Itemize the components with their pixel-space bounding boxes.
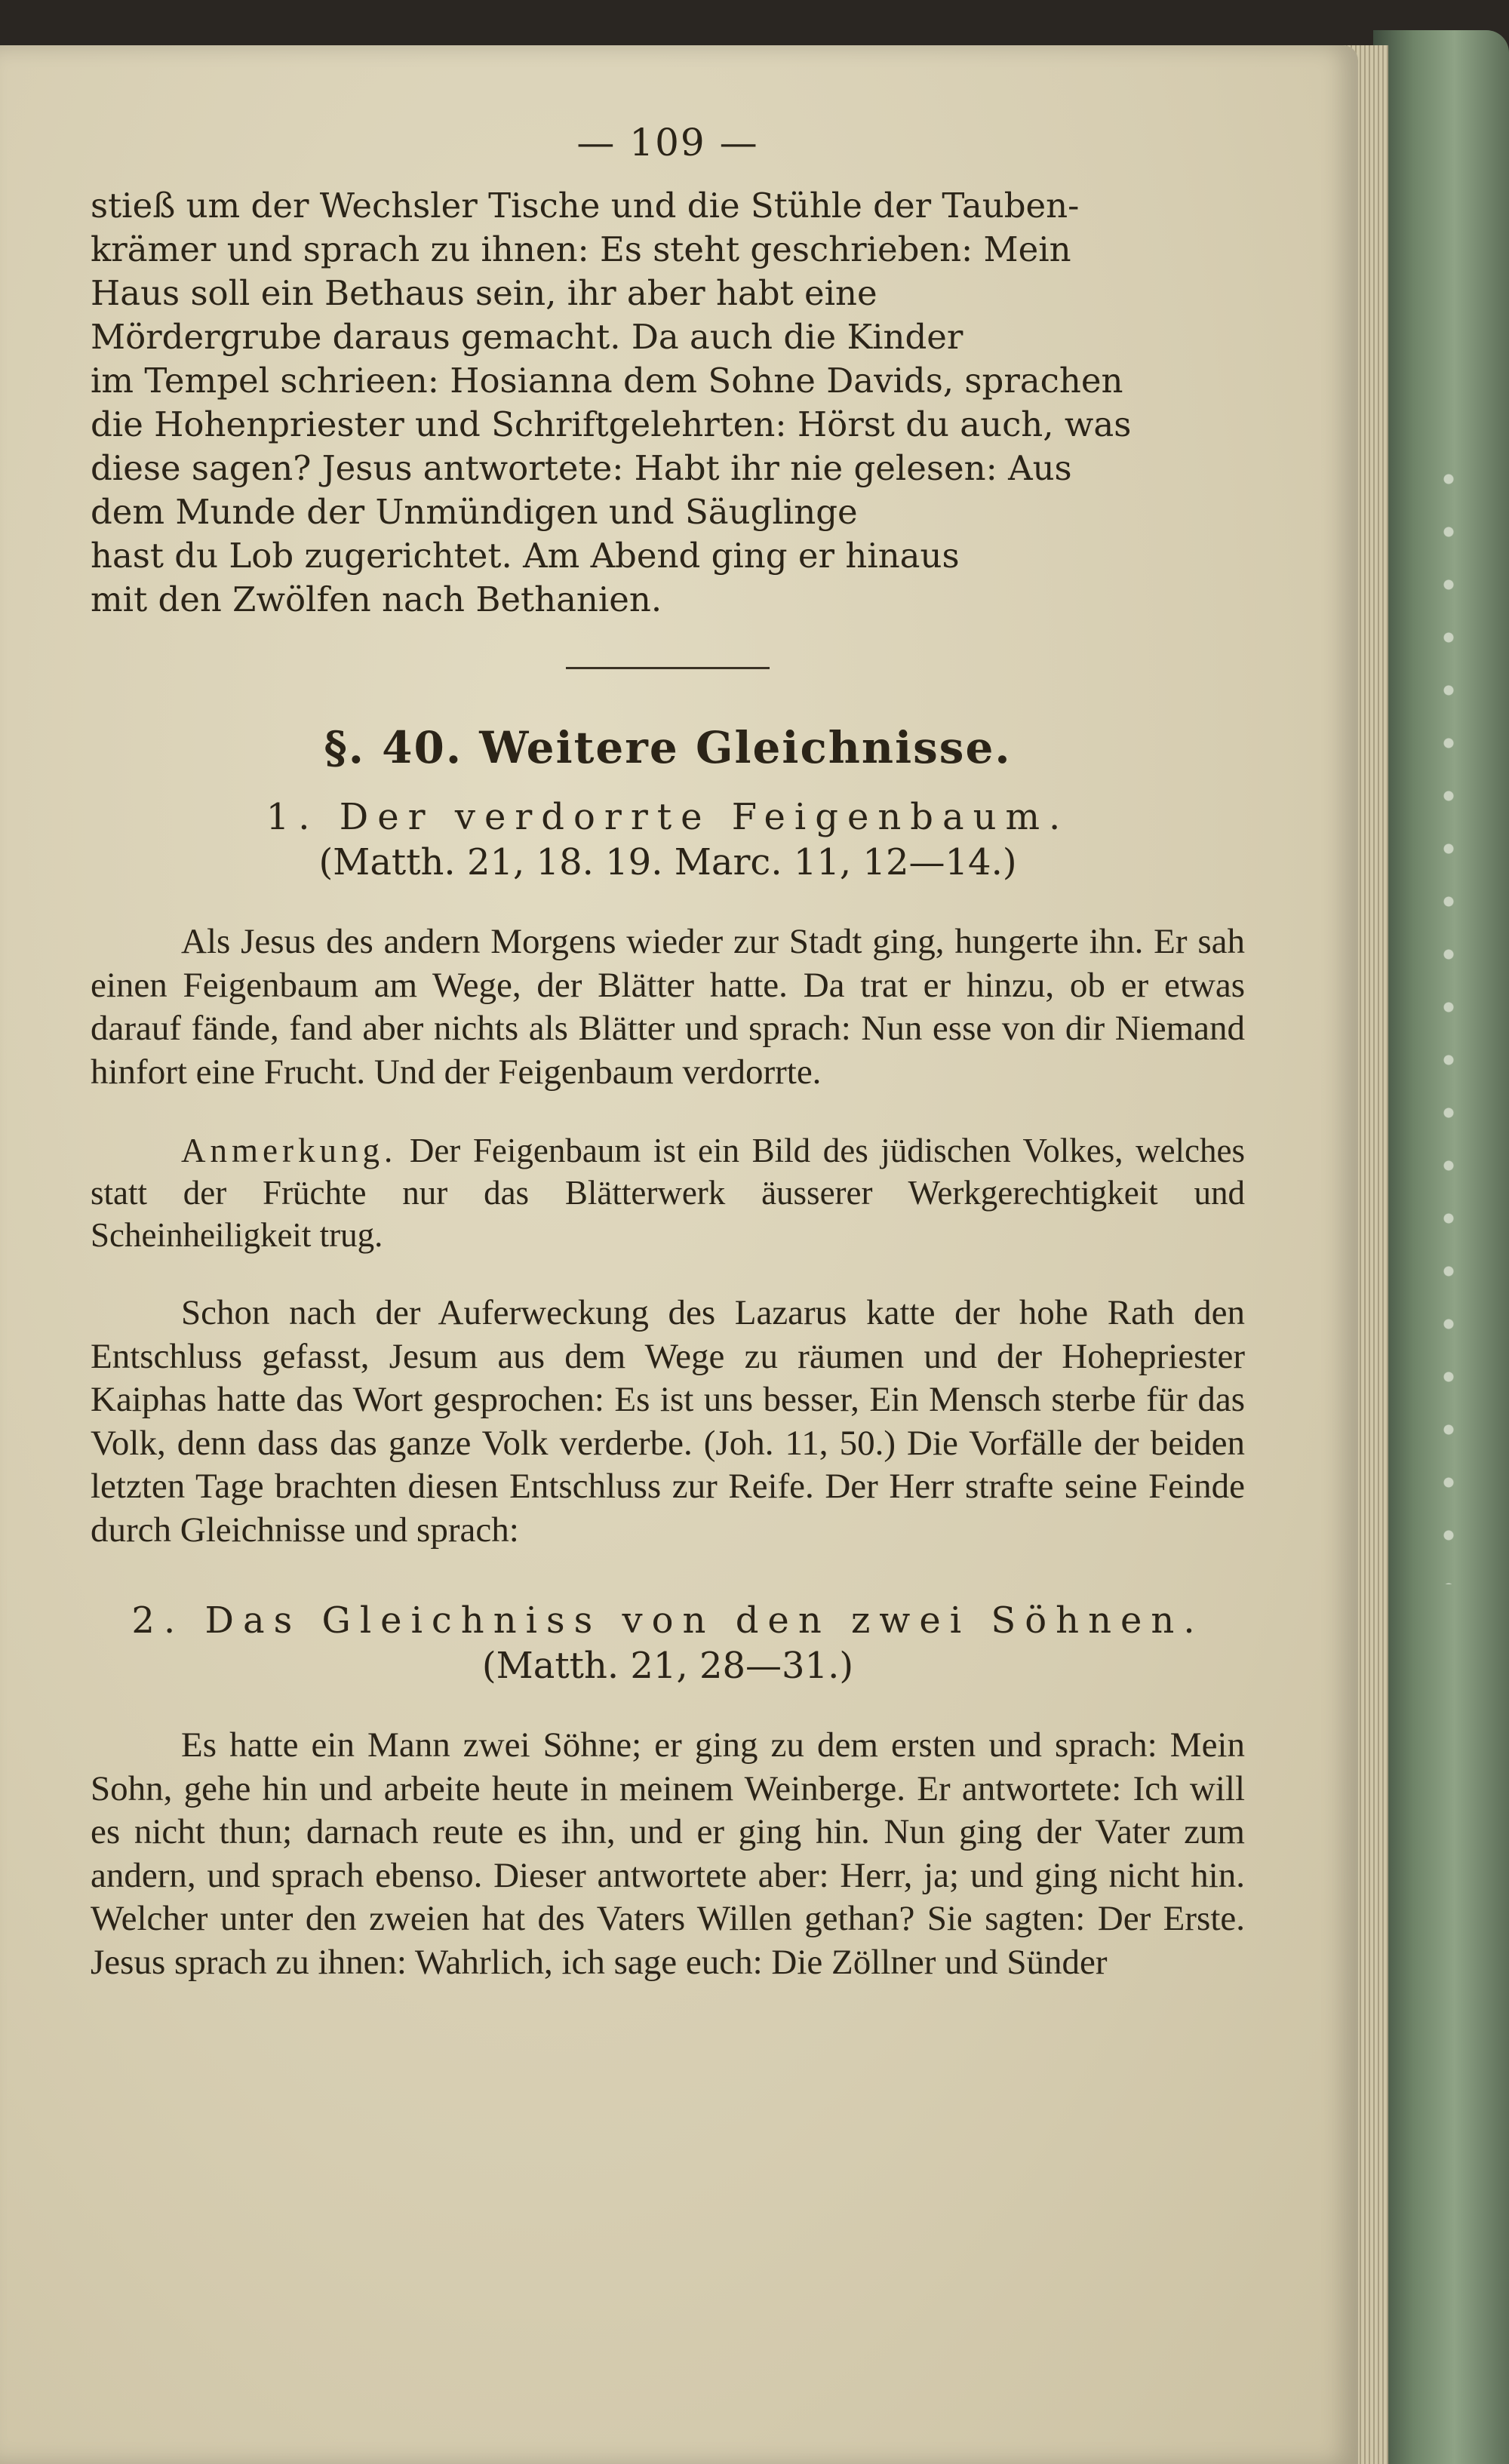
paragraph-two-sons: Es hatte ein Mann zwei Söhne; er ging zu dem ersten und sprach: Mein Sohn, gehe hin und arbeite heute in meinem Weinberge. Er antwortete: Ich will es nicht thun; darnach reute es ihn, und er ging hin. Nun ging der Vater zum andern, und sprach ebenso. Dieser antwortete aber: Herr, ja; und ging nicht hin. Welcher unter den zweien hat des Vaters Willen gethan? Sie sagten: Der Erste. Jesus sprach zu ihnen: Wahrlich, ich sage euch: Die Zöllner und Sünder — [91, 1725, 1245, 1982]
subsection-heading-2: 2. Das Gleichniss von den zwei Söhnen. — [131, 1599, 1204, 1642]
text-line: im Tempel schrieen: Hosianna dem Sohne Davids, sprachen — [91, 361, 1123, 401]
cover-pattern — [1434, 453, 1464, 1584]
page-content — [91, 121, 1245, 2020]
text-line: die Hohenpriester und Schriftgelehrten: Hörst du auch, was — [91, 404, 1132, 444]
annotation-text: Der Feigenbaum ist ein Bild des jüdischen Volkes, welches statt der Früchte nur das Blätterwerk äusserer Werkgerechtigkeit und Scheinheiligkeit trug. — [91, 1132, 1246, 1254]
paragraph-council: Schon nach der Auferweckung des Lazarus katte der hohe Rath den Entschluss gefasst, Jesum aus dem Wege zu räumen und der Hohepriester Kaiphas hatte das Wort gesprochen: Es ist uns besser, Ein Mensch sterbe für das Volk, denn dass das ganze Volk verderbe. (Joh. 11, 50.) Die Vorfälle der beiden letzten Tage brachten diesen Entschluss zur Reife. Der Herr strafte seine Feinde durch Gleichnisse und sprach: — [91, 1293, 1245, 1550]
text-line: krämer und sprach zu ihnen: Es steht geschrieben: Mein — [91, 229, 1071, 269]
bible-reference-1: (Matth. 21, 18. 19. Marc. 11, 12—14.) — [318, 841, 1017, 883]
text-line: mit den Zwölfen nach Bethanien. — [91, 579, 662, 619]
section-title: §. 40. Weitere Gleichnisse. — [324, 722, 1012, 773]
text-line: stieß um der Wechsler Tische und die Stühle der Tauben- — [91, 186, 1080, 226]
subsection-heading-1: 1. Der verdorrte Feigenbaum. — [266, 796, 1070, 838]
text-line: Mördergrube daraus gemacht. Da auch die Kinder — [91, 317, 963, 357]
text-line: diese sagen? Jesus antwortete: Habt ihr nie gelesen: Aus — [91, 448, 1072, 488]
paragraph-fig-tree: Als Jesus des andern Morgens wieder zur Stadt ging, hungerte ihn. Er sah einen Feigenbaum am Wege, der Blätter hatte. Da trat er hinzu, ob er etwas darauf fände, fand aber nichts als Blätter und sprach: Nun esse von dir Niemand hinfort eine Frucht. Und der Feigenbaum verdorrte. — [91, 922, 1245, 1092]
annotation-label: Anmerkung. — [181, 1132, 398, 1169]
text-line: hast du Lob zugerichtet. Am Abend ging er hinaus — [91, 536, 960, 576]
text-line: Haus soll ein Bethaus sein, ihr aber habt eine — [91, 273, 877, 313]
annotation — [91, 1129, 1245, 1256]
top-paragraph — [91, 184, 1245, 622]
section-divider — [566, 667, 770, 669]
text-line: dem Munde der Unmündigen und Säuglinge — [91, 492, 858, 532]
page-number: — 109 — — [576, 121, 759, 164]
bible-reference-2: (Matth. 21, 28—31.) — [481, 1645, 854, 1687]
